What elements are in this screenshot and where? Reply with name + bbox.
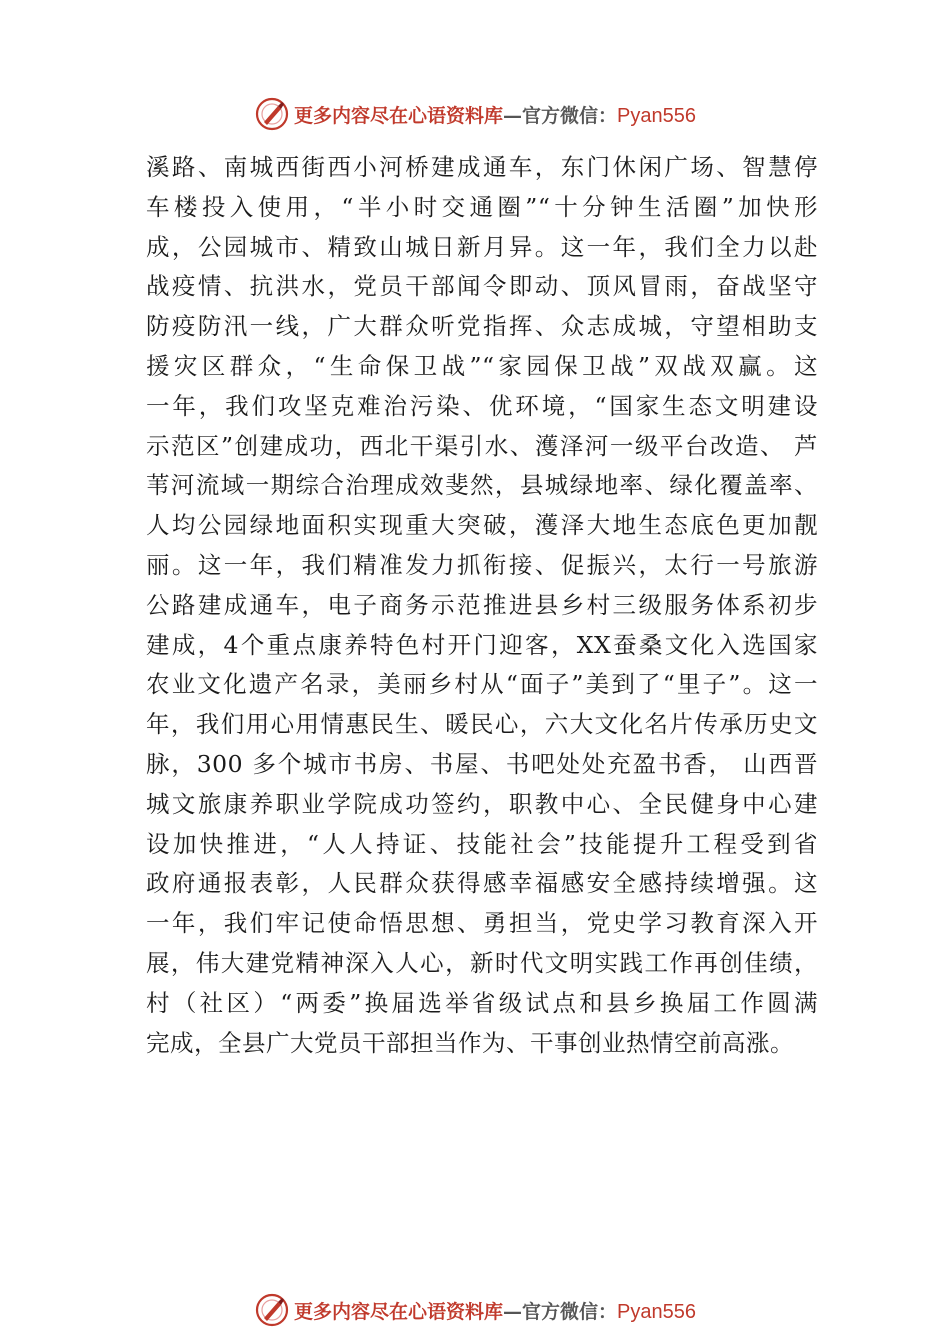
text-line: 示范区”创建成功，西北干渠引水、濩泽河一级平台改造、 芦	[146, 431, 818, 460]
text-line: 年，我们用心用情惠民生、暖民心，六大文化名片传承历史文	[146, 710, 818, 739]
text-line: 战疫情、抗洪水，党员干部闻令即动、顶风冒雨，奋战坚守	[146, 272, 818, 301]
text-line: 村（社区）“两委”换届选举省级试点和县乡换届工作圆满	[146, 988, 818, 1017]
footer-banner	[0, 1290, 950, 1330]
text-line: 车楼投入使用，“半小时交通圈”“十分钟生活圈”加快形	[146, 192, 818, 221]
text-line: 人均公园绿地面积实现重大突破，濩泽大地生态底色更加靓	[146, 511, 818, 540]
text-line: 援灾区群众，“生命保卫战”“家园保卫战”双战双赢。这	[146, 351, 818, 380]
banner-wechat-id: Pyan556	[617, 104, 696, 127]
text-line: 建成，4个重点康养特色村开门迎客，XX蚕桑文化入选国家	[146, 630, 818, 659]
banner-title: 更多内容尽在心语资料库	[294, 104, 504, 127]
text-line: 完成，全县广大党员干部担当作为、干事创业热情空前高涨。	[146, 1028, 794, 1057]
banner-wechat-label: —官方微信：	[503, 1300, 618, 1323]
text-line: 农业文化遗产名录，美丽乡村从“面子”美到了“里子”。这一	[146, 670, 818, 699]
text-line: 设加快推进，“人人持证、技能社会”技能提升工程受到省	[146, 829, 818, 858]
text-line: 丽。这一年，我们精准发力抓衔接、促振兴，太行一号旅游	[146, 550, 818, 579]
document-body	[146, 148, 818, 1063]
text-line: 城文旅康养职业学院成功签约，职教中心、全民健身中心建	[146, 789, 818, 818]
header-banner	[0, 94, 950, 134]
text-line: 一年，我们攻坚克难治污染、优环境，“国家生态文明建设	[146, 391, 818, 420]
banner-wechat-label: —官方微信：	[503, 104, 618, 127]
text-line: 成，公园城市、精致山城日新月异。这一年，我们全力以赴	[146, 232, 818, 261]
banner-title: 更多内容尽在心语资料库	[294, 1300, 504, 1323]
text-line: 一年，我们牢记使命悟思想、勇担当，党史学习教育深入开	[146, 909, 818, 938]
text-line: 展，伟大建党精神深入人心，新时代文明实践工作再创佳绩，	[146, 948, 818, 977]
text-line: 苇河流域一期综合治理成效斐然，县城绿地率、绿化覆盖率、	[146, 471, 818, 500]
banner-wechat-id: Pyan556	[617, 1300, 696, 1323]
text-line: 公路建成通车，电子商务示范推进县乡村三级服务体系初步	[146, 590, 818, 619]
text-line: 防疫防汛一线，广大群众听党指挥、众志成城，守望相助支	[146, 312, 818, 341]
text-line: 溪路、南城西街西小河桥建成通车，东门休闲广场、智慧停	[146, 153, 818, 181]
text-line: 政府通报表彰，人民群众获得感幸福感安全感持续增强。这	[146, 869, 818, 898]
brand-logo-icon	[254, 1292, 290, 1328]
text-line: 脉，300 多个城市书房、书屋、书吧处处充盈书香， 山西晋	[146, 749, 818, 778]
brand-logo-icon	[254, 96, 290, 132]
